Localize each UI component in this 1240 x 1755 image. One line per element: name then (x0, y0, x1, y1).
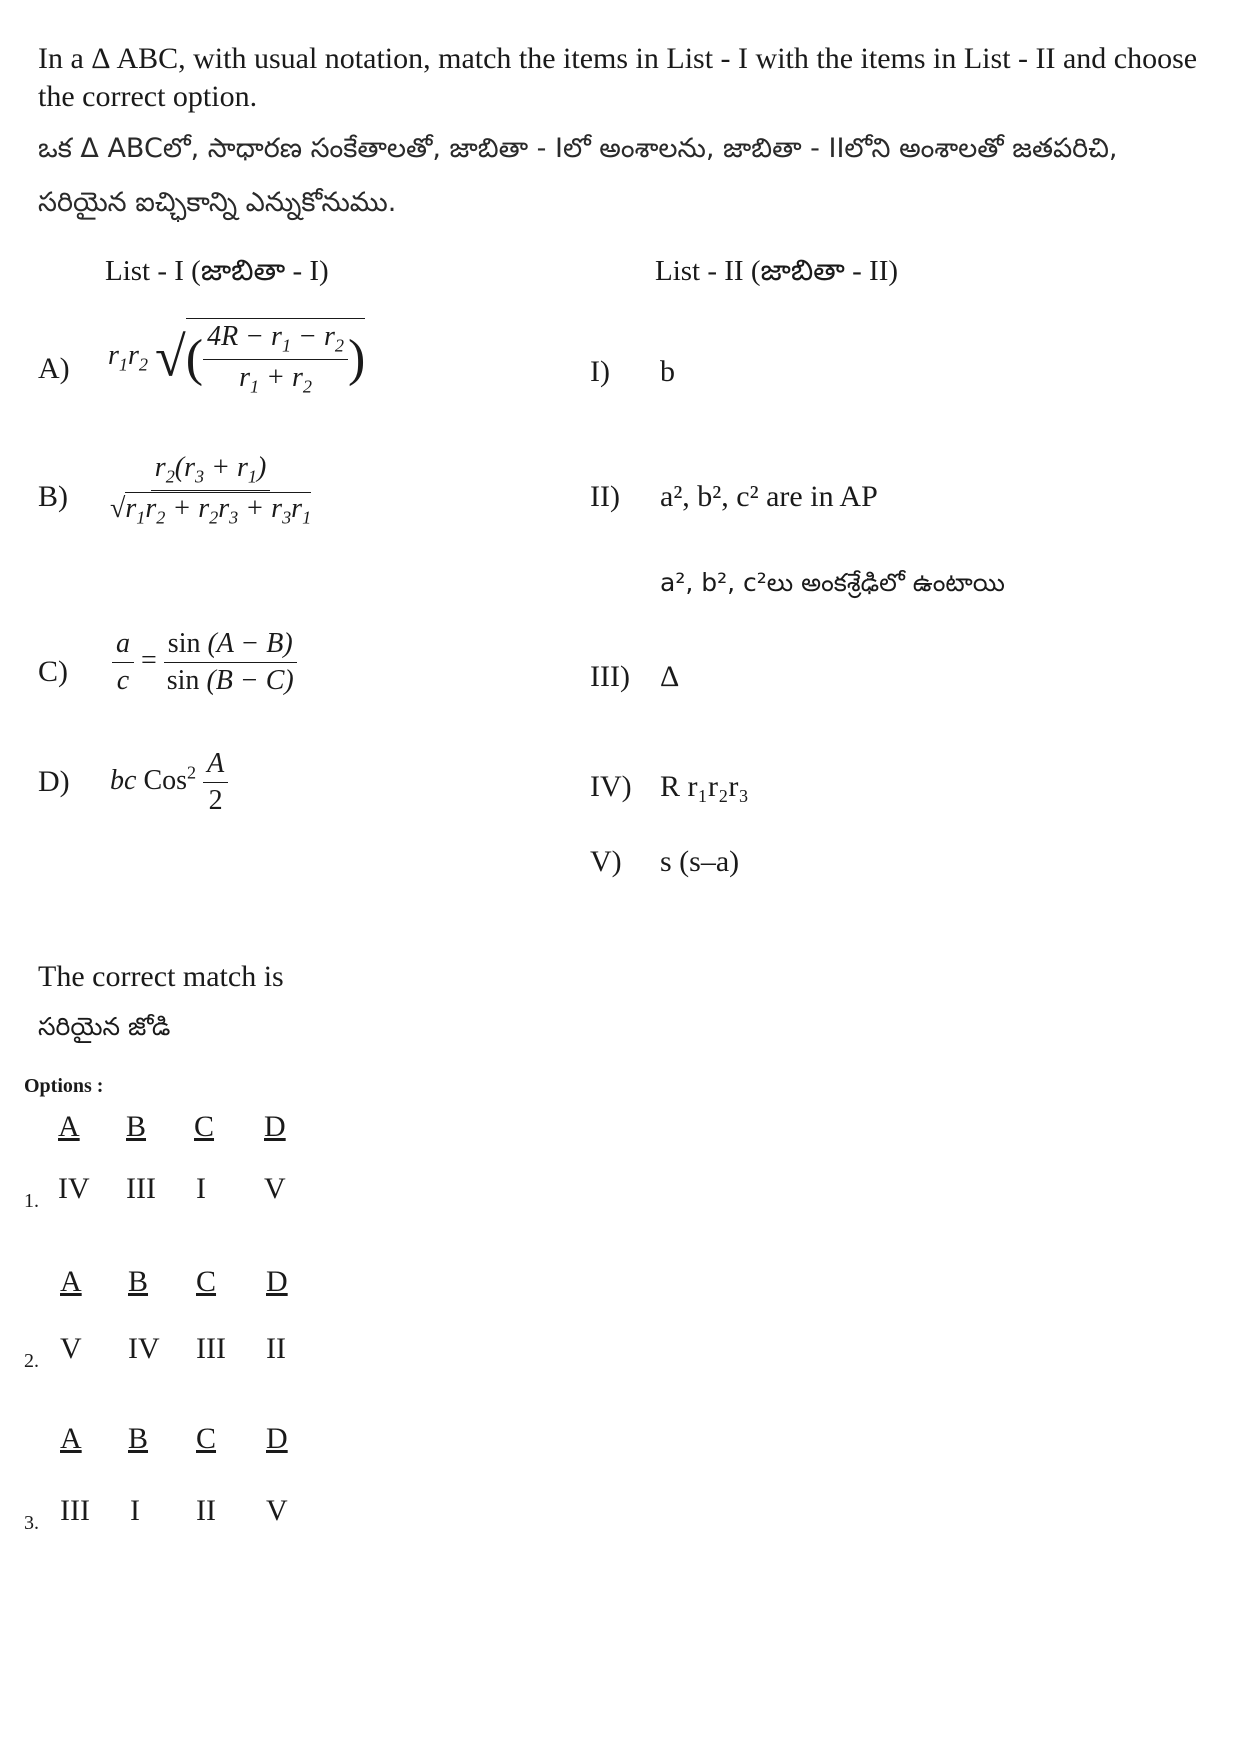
option-1-value-d: V (264, 1172, 286, 1205)
list1-expr-a: $r_1r_2$ √( $\frac{4R - r_1 - r_2}{r_1 + r_2}$ ) (108, 318, 365, 397)
list2-label-5: V) (590, 845, 622, 878)
option-header-d: D (266, 1265, 288, 1298)
question-telugu (38, 122, 1198, 230)
list1-expr-c: $\frac{a}{c}$ = $\frac{\sin (A - B)}{\sin (B - C)}$ (112, 628, 297, 697)
option-1-value-a: IV (58, 1172, 90, 1205)
option-2-value-b: IV (128, 1332, 160, 1365)
question-english: In a Δ ABC, with usual notation, match the items in List - I with the items in List - II and choose the correct option. (38, 42, 1198, 113)
option-header-d: D (266, 1422, 288, 1455)
option-2-value-d: II (266, 1332, 286, 1365)
correct-match-english: The correct match is (38, 960, 284, 993)
list2-label-4: IV) (590, 770, 632, 803)
question-telugu-line2: సరియైన ఐచ్ఛికాన్ని ఎన్నుకోనుము. (38, 187, 397, 218)
list2-value-4: R r₁r₂r₃ (660, 770, 749, 803)
option-3-number[interactable]: 3. (24, 1512, 39, 1534)
option-2-value-c: III (196, 1332, 226, 1365)
option-header-a: A (58, 1110, 80, 1143)
option-3-value-d: V (266, 1494, 288, 1527)
list1-expr-b: $\frac{r_2(r_3 + r_1)}{√r_1r_2 + r_2r_3 + r_3r_1}$ (110, 452, 312, 528)
list1-expr-d: bc Cos$^2$ $\frac{A}{2}$ (110, 748, 228, 817)
option-3-value-c: II (196, 1494, 216, 1527)
option-header-a: A (60, 1265, 82, 1298)
option-header-b: B (128, 1422, 149, 1455)
option-header-b: B (126, 1110, 147, 1143)
option-1-value-c: I (196, 1172, 206, 1205)
option-1-value-b: III (126, 1172, 156, 1205)
list2-label-3: III) (590, 660, 630, 693)
option-3-value-a: III (60, 1494, 90, 1527)
option-3-value-b: I (130, 1494, 140, 1527)
list1-label-c: C) (38, 655, 68, 688)
list1-label-b: B) (38, 480, 68, 513)
option-2-value-a: V (60, 1332, 82, 1365)
list1-label-d: D) (38, 765, 70, 798)
option-1-number[interactable]: 1. (24, 1190, 39, 1212)
option-header-d: D (264, 1110, 286, 1143)
list1-label-a: A) (38, 352, 70, 385)
list2-label-2: II) (590, 480, 620, 513)
list2-label-1: I) (590, 355, 610, 388)
list2-value-2-telugu: a², b², c²లు అంకశ్రేఢిలో ఉంటాయి (660, 568, 1005, 597)
correct-match-telugu: సరియైన జోడి (38, 1012, 171, 1041)
list2-value-5: s (s–a) (660, 845, 740, 878)
list2-value-2: a², b², c² are in AP (660, 480, 878, 513)
list2-value-1: b (660, 355, 675, 388)
list2-value-3: Δ (660, 660, 680, 693)
options-label: Options : (24, 1075, 104, 1097)
option-header-b: B (128, 1265, 149, 1298)
option-2-number[interactable]: 2. (24, 1350, 39, 1372)
list2-heading: List - II (జాబితా - II) (655, 255, 899, 287)
option-header-a: A (60, 1422, 82, 1455)
list1-heading: List - I (జాబితా - I) (105, 255, 329, 287)
question-telugu-line1: ఒక Δ ABCలో, సాధారణ సంకేతాలతో, జాబితా - Iలో అంశాలను, జాబితా - IIలోని అంశాలతో జతపరిచి, (38, 133, 1118, 164)
option-header-c: C (194, 1110, 215, 1143)
option-header-c: C (196, 1265, 217, 1298)
option-header-c: C (196, 1422, 217, 1455)
